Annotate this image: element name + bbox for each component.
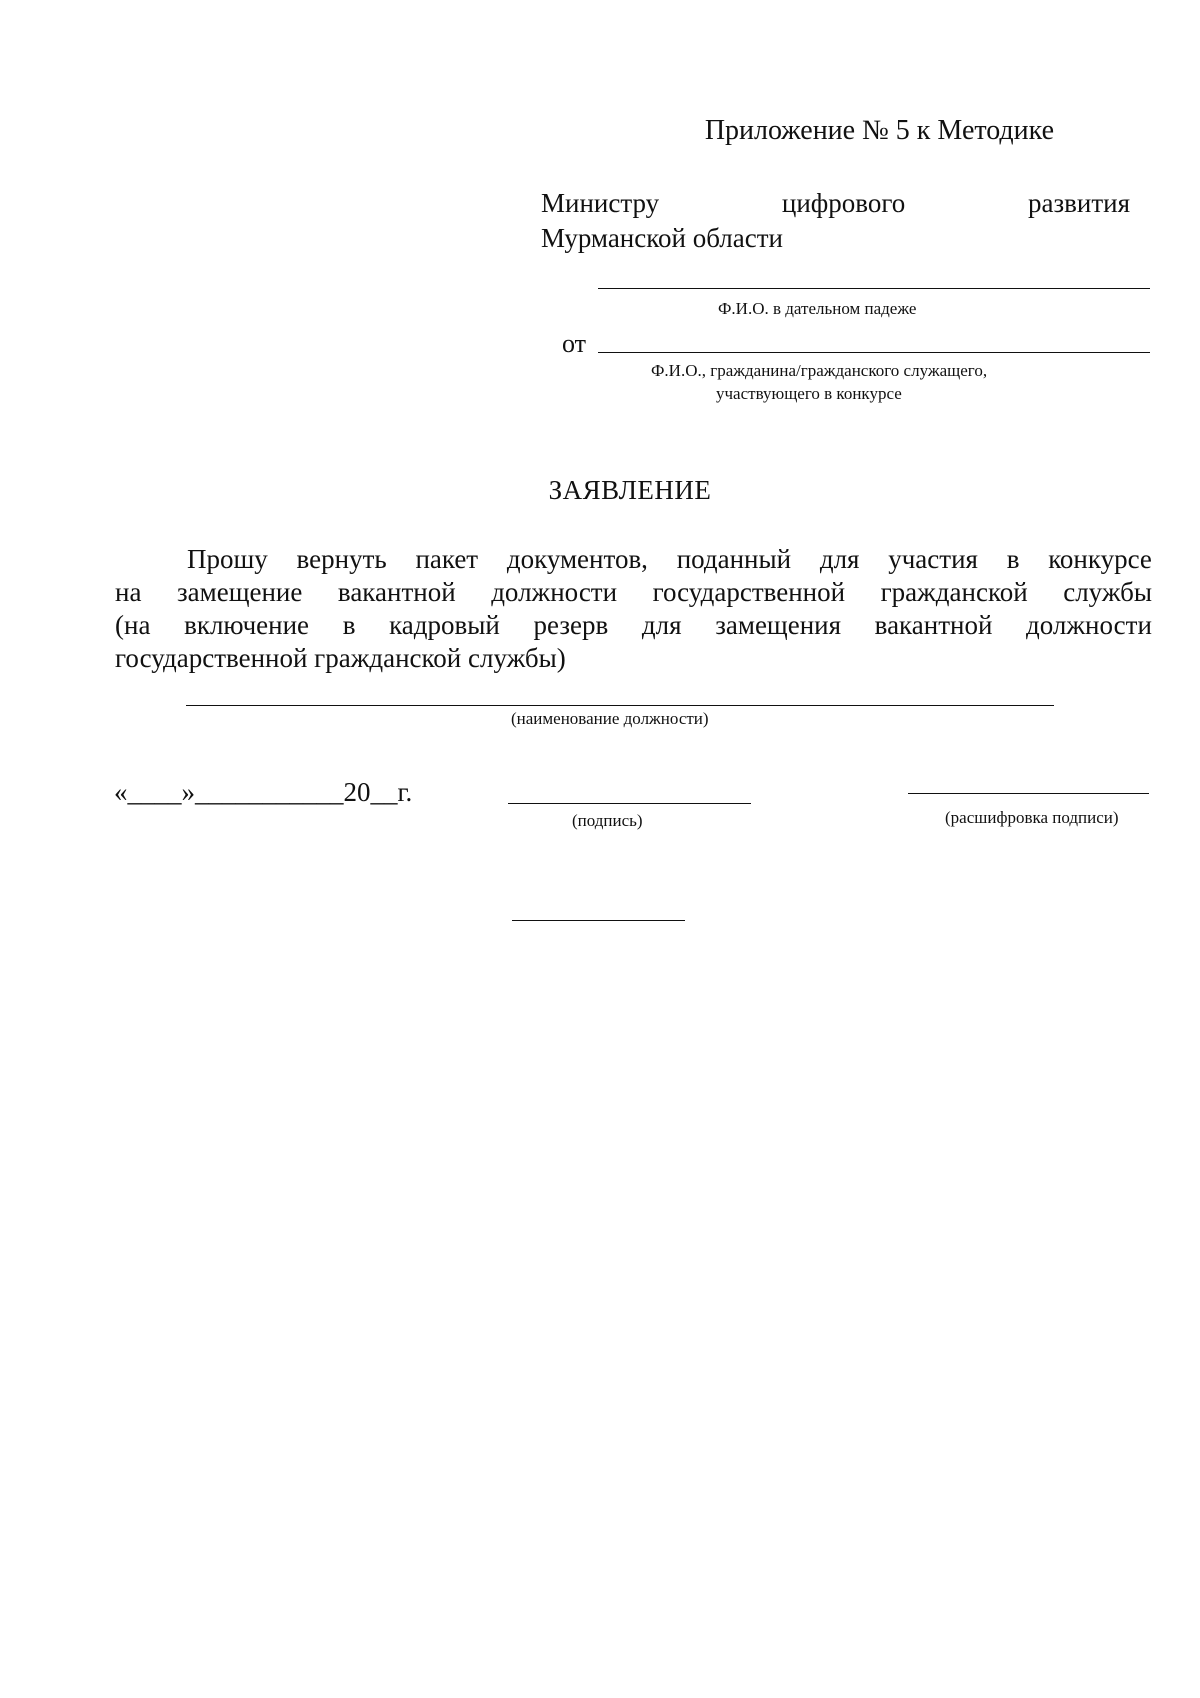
body-word: вакантной <box>874 610 993 640</box>
body-word: службы <box>1063 577 1152 607</box>
from-caption-line2: участвующего в конкурсе <box>716 384 902 403</box>
body-word: вакантной <box>337 577 456 607</box>
body-word: вернуть <box>296 544 387 574</box>
signature-decode-caption: (расшифровка подписи) <box>945 808 1119 827</box>
body-word: замещения <box>715 610 842 640</box>
body-word: в <box>342 610 356 640</box>
position-name-line <box>186 705 1054 706</box>
signature-decode-line <box>908 793 1149 794</box>
addressee-line2: Мурманской области <box>541 223 783 253</box>
addressee-fio-caption: Ф.И.О. в дательном падеже <box>718 299 917 318</box>
annex-header: Приложение № 5 к Методике <box>704 115 1054 146</box>
body-word: участия <box>888 544 978 574</box>
body-line-1 <box>115 543 1152 576</box>
body-word: в <box>1006 544 1020 574</box>
body-word: для <box>641 610 682 640</box>
body-word: документов, <box>506 544 648 574</box>
body-word: (на <box>115 610 151 640</box>
closing-divider <box>512 920 685 921</box>
body-word: включение <box>184 610 310 640</box>
position-caption: (наименование должности) <box>511 709 709 728</box>
body-word: должности <box>1026 610 1152 640</box>
addressee-word-3: развития <box>1027 188 1130 218</box>
body-word: резерв <box>533 610 609 640</box>
body-word: кадровый <box>389 610 500 640</box>
addressee-word-1: Министру <box>541 188 660 218</box>
body-word: Прошу <box>187 544 268 574</box>
body-paragraph <box>115 543 1152 675</box>
signature-caption: (подпись) <box>572 811 643 830</box>
body-word: должности <box>491 577 618 607</box>
date-field: «____»___________20__г. <box>114 777 413 807</box>
body-word: для <box>819 544 860 574</box>
body-line-2 <box>115 576 1152 609</box>
addressee-line1 <box>541 188 1130 219</box>
body-word: на <box>115 577 142 607</box>
body-line-3 <box>115 609 1152 642</box>
from-label: от <box>562 329 587 358</box>
document-title: ЗАЯВЛЕНИЕ <box>548 475 712 505</box>
signature-line <box>508 803 751 804</box>
body-word: замещение <box>176 577 303 607</box>
body-word: конкурсе <box>1048 544 1152 574</box>
addressee-word-2: цифрового <box>781 188 906 218</box>
from-fio-line <box>598 352 1150 353</box>
body-word: пакет <box>415 544 479 574</box>
body-word: государственной <box>652 577 846 607</box>
addressee-block <box>541 188 1130 254</box>
from-caption-line1: Ф.И.О., гражданина/гражданского служащего, <box>651 361 988 380</box>
addressee-fio-line <box>598 288 1150 289</box>
body-word: гражданской <box>880 577 1028 607</box>
body-line-4: государственной гражданской службы) <box>115 643 566 673</box>
body-word: поданный <box>676 544 792 574</box>
